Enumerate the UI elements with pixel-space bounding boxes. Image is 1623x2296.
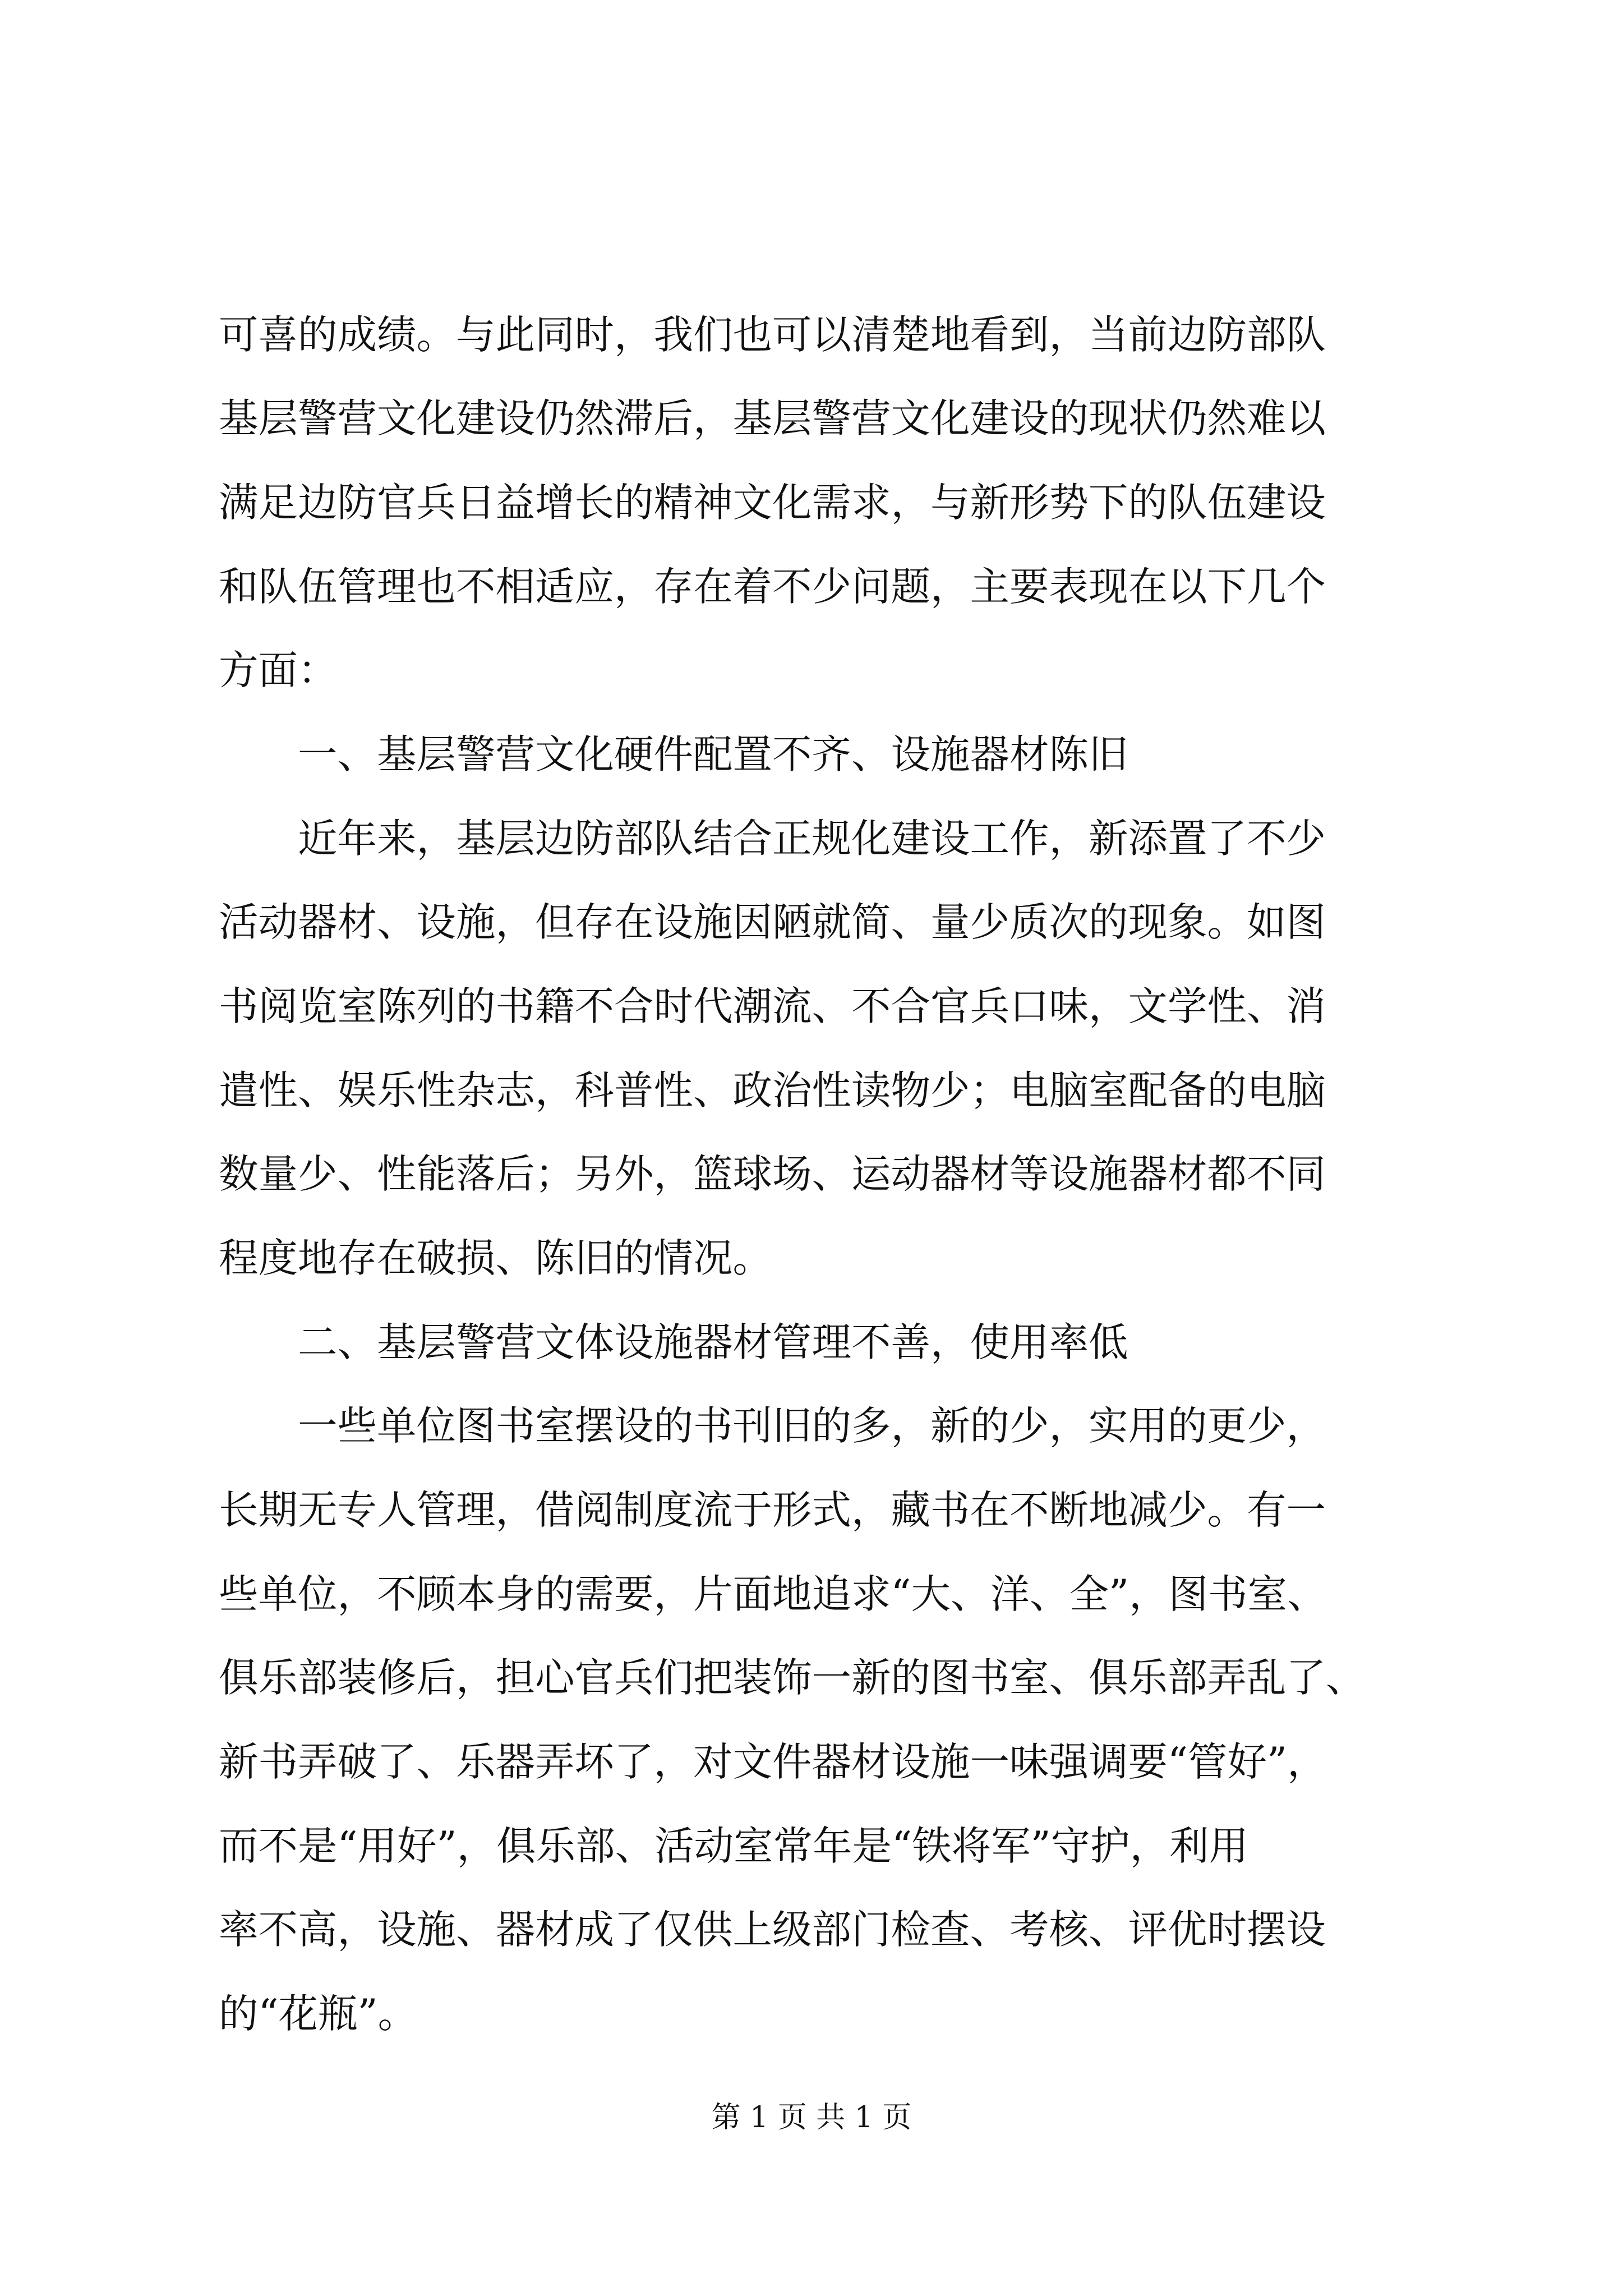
body-line: 新书弄破了、乐器弄坏了，对文件器材设施一味强调要“管好”， [219,1739,1327,1785]
body-line: 一些单位图书室摆设的书刊旧的多，新的少，实用的更少， [298,1403,1326,1449]
body-line: 可喜的成绩。与此同时，我们也可以清楚地看到，当前边防部队 [219,312,1326,358]
body-line: 活动器材、设施，但存在设施因陋就简、量少质次的现象。如图 [219,899,1326,945]
body-line: 率不高，设施、器材成了仅供上级部门检查、考核、评优时摆设 [219,1907,1326,1953]
body-line: 方面： [219,647,338,693]
body-line: 长期无专人管理，借阅制度流于形式，藏书在不断地减少。有一 [219,1487,1326,1533]
body-line: 基层警营文化建设仍然滞后，基层警营文化建设的现状仍然难以 [219,395,1326,441]
body-line: 的“花瓶”。 [219,1991,418,2037]
section-heading: 二、基层警营文体设施器材管理不善，使用率低 [298,1319,1128,1365]
body-line: 数量少、性能落后；另外，篮球场、运动器材等设施器材都不同 [219,1151,1326,1197]
body-line: 和队伍管理也不相适应，存在着不少问题，主要表现在以下几个 [219,564,1326,610]
body-line: 俱乐部装修后，担心官兵们把装饰一新的图书室、俱乐部弄乱了、 [219,1655,1366,1701]
body-line: 些单位，不顾本身的需要，片面地追求“大、洋、全”，图书室、 [219,1571,1327,1617]
body-line: 而不是“用好”，俱乐部、活动室常年是“铁将军”守护，利用 [219,1823,1249,1869]
body-line: 程度地存在破损、陈旧的情况。 [219,1235,772,1281]
body-line: 书阅览室陈列的书籍不合时代潮流、不合官兵口味，文学性、消 [219,983,1326,1029]
page-number-footer: 第 1 页 共 1 页 [711,2101,912,2134]
body-line: 满足边防官兵日益增长的精神文化需求，与新形势下的队伍建设 [219,480,1326,526]
body-line: 近年来，基层边防部队结合正规化建设工作，新添置了不少 [298,816,1326,862]
section-heading: 一、基层警营文化硬件配置不齐、设施器材陈旧 [298,731,1128,777]
body-line: 遣性、娱乐性杂志，科普性、政治性读物少；电脑室配备的电脑 [219,1068,1326,1114]
